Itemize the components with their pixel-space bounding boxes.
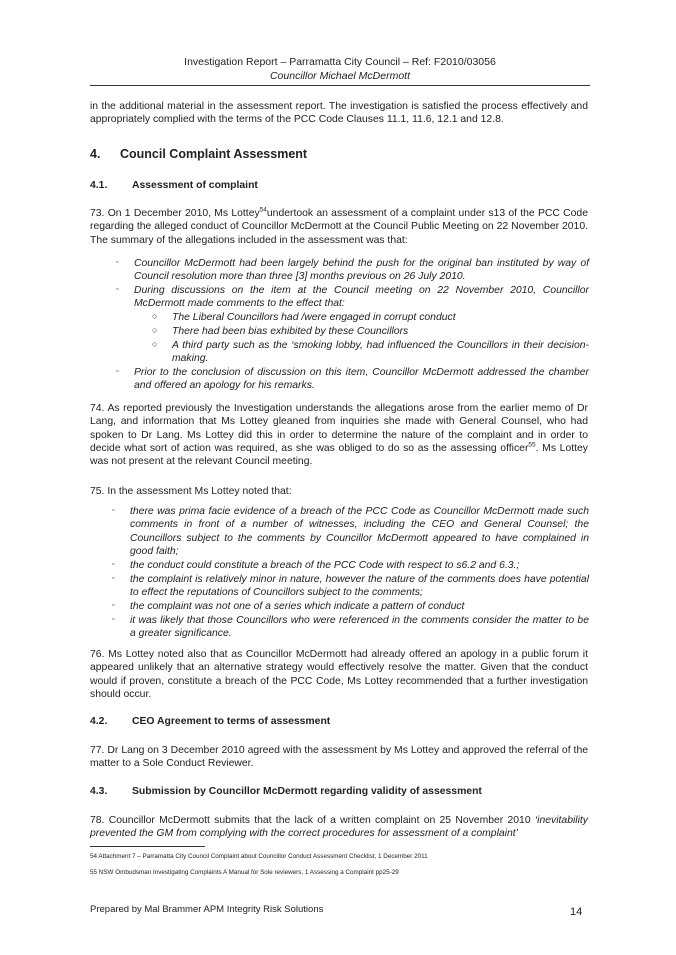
intro-paragraph: in the additional material in the assessment report. The investigation is satisfied the process effectively and appropriately complied with the terms of the PCC Code Clauses 11.1, 11.6, 12.1 and 12.8.: [90, 101, 588, 126]
square-bullet-icon: ▫: [116, 368, 119, 375]
section-title: Council Complaint Assessment: [120, 147, 308, 161]
subsection-number: 4.2.: [90, 716, 108, 727]
subsection-number: 4.3.: [90, 786, 108, 797]
page-number: 14: [570, 906, 583, 918]
footer-prepared-by: Prepared by Mal Brammer APM Integrity Risk Solutions: [90, 904, 324, 915]
square-bullet-icon: ▫: [116, 259, 119, 266]
paragraph-73: [90, 207, 588, 247]
subsection-title: Submission by Councillor McDermott regarding validity of assessment: [132, 786, 482, 797]
square-bullet-icon: ▫: [116, 286, 119, 293]
circle-bullet-icon: ○: [152, 325, 158, 335]
list-item: there was prima facie evidence of a breach of the PCC Code as Councillor McDermott made such comments in front of a number of witnesses, including the CEO and General Counsel; the Councillors subject to the comments by Councillor McDermott appeared to have complained in good faith;: [130, 506, 589, 557]
subsection-title: CEO Agreement to terms of assessment: [132, 716, 331, 727]
square-bullet-icon: ▫: [112, 507, 115, 514]
paragraph-76: 76. Ms Lottey noted also that as Councillor McDermott had already offered an apology in a public forum it appeared unlikely that an alternative strategy would effectively resolve the matter. Given that the conduct would if proven, constitute a breach of the PCC Code, Ms Lottey recommended that a further investigation should occur.: [90, 649, 588, 700]
paragraph-text: 74. As reported previously the Investigation understands the allegations arose from the earlier memo of Dr Lang, and information that Ms Lottey gleaned from inquiries she made with General Counsel, who had spoken to Dr Lang. Ms Lottey did this in order to determine the nature of the complaint and in order to decide what sort of action was required, as she was obliged to do so as the assessing officer: [90, 403, 588, 454]
list-item: the conduct could constitute a breach of the PCC Code with respect to s6.2 and 6.3.;: [130, 560, 520, 571]
header-divider: [90, 85, 590, 86]
footnote-divider: [90, 846, 205, 847]
list-item: Prior to the conclusion of discussion on this item, Councillor McDermott addressed the chamber and offered an apology for his remarks.: [134, 367, 589, 392]
list-item: Councillor McDermott had been largely behind the push for the original ban instituted by way of Council resolution more than three [3] months previous on 26 July 2010.: [134, 258, 589, 283]
list-item: the complaint is relatively minor in nature, however the nature of the comments does have potential to effect the reputations of Councillors subject to the comments;: [130, 574, 589, 599]
paragraph-text: undertook an assessment of a complaint under s13 of the PCC Code regarding the alleged conduct of Councillor McDermott at the Council Public Meeting on 22 November 2010. The summary of the allegations included in the assessment was that:: [90, 208, 588, 246]
footnote-55: 55 NSW Ombudsman Investigating Complaints A Manual for Sole reviewers, 1 Assessing a Complaint pp25-29: [90, 869, 399, 876]
quoted-text: ‘inevitability prevented the GM from complying with the correct procedures for assessment of a complaint’: [90, 815, 588, 840]
subsection-number: 4.1.: [90, 180, 108, 191]
circle-bullet-icon: ○: [152, 339, 158, 349]
subsection-heading: [90, 180, 258, 191]
list-item: it was likely that those Councillors who were referenced in the comments consider the matter to be a greater significance.: [130, 615, 589, 640]
circle-bullet-icon: ○: [152, 311, 158, 321]
list-item: the complaint was not one of a series which indicate a pattern of conduct: [130, 601, 465, 612]
paragraph-text: . Ms Lottey was not present at the relevant Council meeting.: [90, 442, 588, 468]
paragraph-77: 77. Dr Lang on 3 December 2010 agreed with the assessment by Ms Lottey and approved the referral of the matter to a Sole Conduct Reviewer.: [90, 745, 588, 770]
square-bullet-icon: ▫: [112, 602, 115, 609]
paragraph-74: [90, 402, 588, 468]
header-title: Investigation Report – Parramatta City Council – Ref: F2010/03056: [184, 56, 496, 68]
square-bullet-icon: ▫: [112, 616, 115, 623]
square-bullet-icon: ▫: [112, 561, 115, 568]
list-item: A third party such as the ‘smoking lobby, had influenced the Councillors in their decision-making.: [172, 340, 589, 365]
section-number: 4.: [90, 147, 101, 161]
list-item: The Liberal Councillors had /were engaged in corrupt conduct: [172, 312, 456, 323]
subsection-title: Assessment of complaint: [132, 180, 258, 191]
subsection-heading: [90, 716, 330, 727]
paragraph-text: 73. On 1 December 2010, Ms Lottey: [90, 208, 260, 219]
subsection-heading: [90, 786, 482, 797]
footnote-ref-54: 54: [259, 206, 267, 214]
footnote-54: 54 Attachment 7 – Parramatta City Council Complaint about Councillor Conduct Assessment Checklist, 1 December 2011: [90, 853, 428, 860]
paragraph-78: [90, 814, 588, 841]
square-bullet-icon: ▫: [112, 575, 115, 582]
list-item: During discussions on the item at the Council meeting on 22 November 2010, Councillor McDermott made comments to the effect that:: [134, 285, 589, 310]
footnote-ref-55: 55: [528, 441, 536, 449]
paragraph-text: 78. Councillor McDermott submits that the lack of a written complaint on 25 November 2010: [90, 815, 535, 826]
list-item: There had been bias exhibited by these Councillors: [172, 326, 409, 337]
section-heading: [90, 147, 307, 161]
paragraph-75: 75. In the assessment Ms Lottey noted that:: [90, 486, 292, 497]
header-subtitle: Councillor Michael McDermott: [269, 70, 411, 82]
